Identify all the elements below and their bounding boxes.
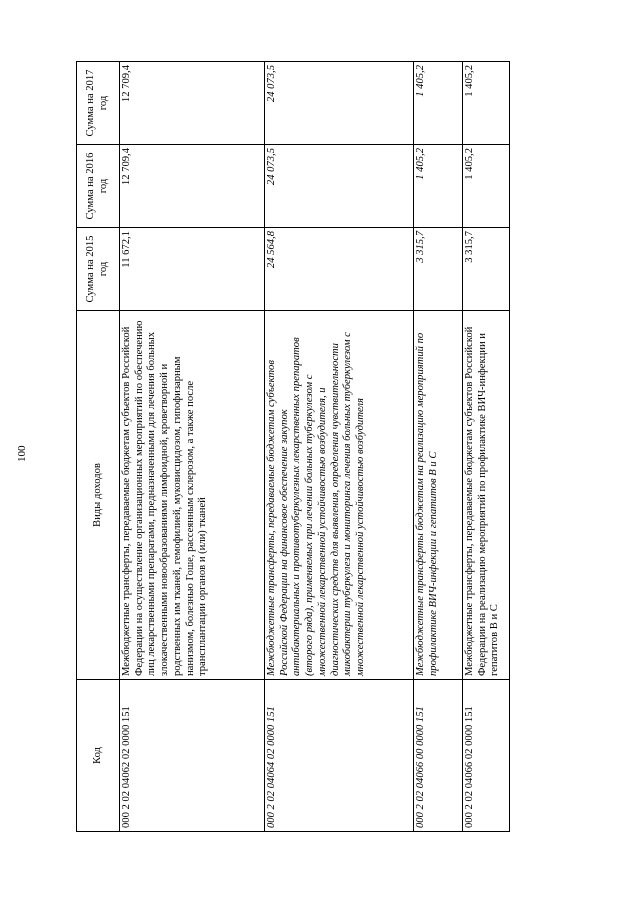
row-sum-2017: 12 709,4 (120, 62, 265, 145)
page-number-text: 100 (16, 445, 28, 462)
table-row (120, 62, 265, 832)
row-sum-2017: 1 405,2 (414, 62, 463, 145)
row-description: Межбюджетные трансферты, передаваемые бюджетам субъектов Российской Федерации на финансовое обеспечение закупок антибактериальных и противотуберкулезных лекарственных препаратов (второго ряда), применяемых при лечении больных туберкулезом с множественной лекарственной устойчивостью возбудителя, и диагностических средств для выявления, определения чувствительности микобактерии туберкулеза и мониторинга лечения больных туберкулезом с множественной лекарственной устойчивостью возбудителя (265, 311, 414, 680)
row-code: 000 2 02 04066 00 0000 151 (414, 680, 463, 832)
row-sum-2016: 1 405,2 (414, 145, 463, 228)
row-code: 000 2 02 04062 02 0000 151 (120, 680, 265, 832)
header-sum-2016: Сумма на 2016 год (77, 145, 120, 228)
row-sum-2016: 12 709,4 (120, 145, 265, 228)
table-header-row (77, 62, 120, 832)
header-code: Код (77, 680, 120, 832)
header-sum-2017: Сумма на 2017 год (77, 62, 120, 145)
row-code: 000 2 02 04064 02 0000 151 (265, 680, 414, 832)
row-description: Межбюджетные трансферты, передаваемые бюджетам субъектов Российской Федерации на реализацию мероприятий по профилактике ВИЧ-инфекции и гепатитов В и С (463, 311, 510, 680)
row-sum-2017: 24 073,5 (265, 62, 414, 145)
header-sum-2015: Сумма на 2015 год (77, 228, 120, 311)
row-sum-2015: 3 315,7 (414, 228, 463, 311)
table-row (463, 62, 510, 832)
row-sum-2015: 3 315,7 (463, 228, 510, 311)
row-sum-2017: 1 405,2 (463, 62, 510, 145)
row-description: Межбюджетные трансферты бюджетам на реализацию мероприятий по профилактике ВИЧ-инфекции и гепатитов В и С (414, 311, 463, 680)
row-sum-2016: 1 405,2 (463, 145, 510, 228)
table-row (265, 62, 414, 832)
row-description: Межбюджетные трансферты, передаваемые бюджетам субъектов Российской Федерации на осуществление организационных мероприятий по обеспечению лиц лекарственными препаратами, предназначенными для лечения больных злокачественными новообразованиями лимфоидной, кроветворной и родственных им тканей, гемофилией, муковисцидозом, гипофизарным нанизмом, болезнью Гоше, рассеянным склерозом, а также после трансплантации органов и (или) тканей (120, 311, 265, 680)
income-table (76, 61, 510, 832)
row-sum-2015: 11 672,1 (120, 228, 265, 311)
row-sum-2015: 24 564,8 (265, 228, 414, 311)
header-income-type: Виды доходов (77, 311, 120, 680)
row-sum-2016: 24 073,5 (265, 145, 414, 228)
rotated-page (76, 62, 501, 832)
page-number (16, 436, 28, 462)
table-row (414, 62, 463, 832)
row-code: 000 2 02 04066 02 0000 151 (463, 680, 510, 832)
